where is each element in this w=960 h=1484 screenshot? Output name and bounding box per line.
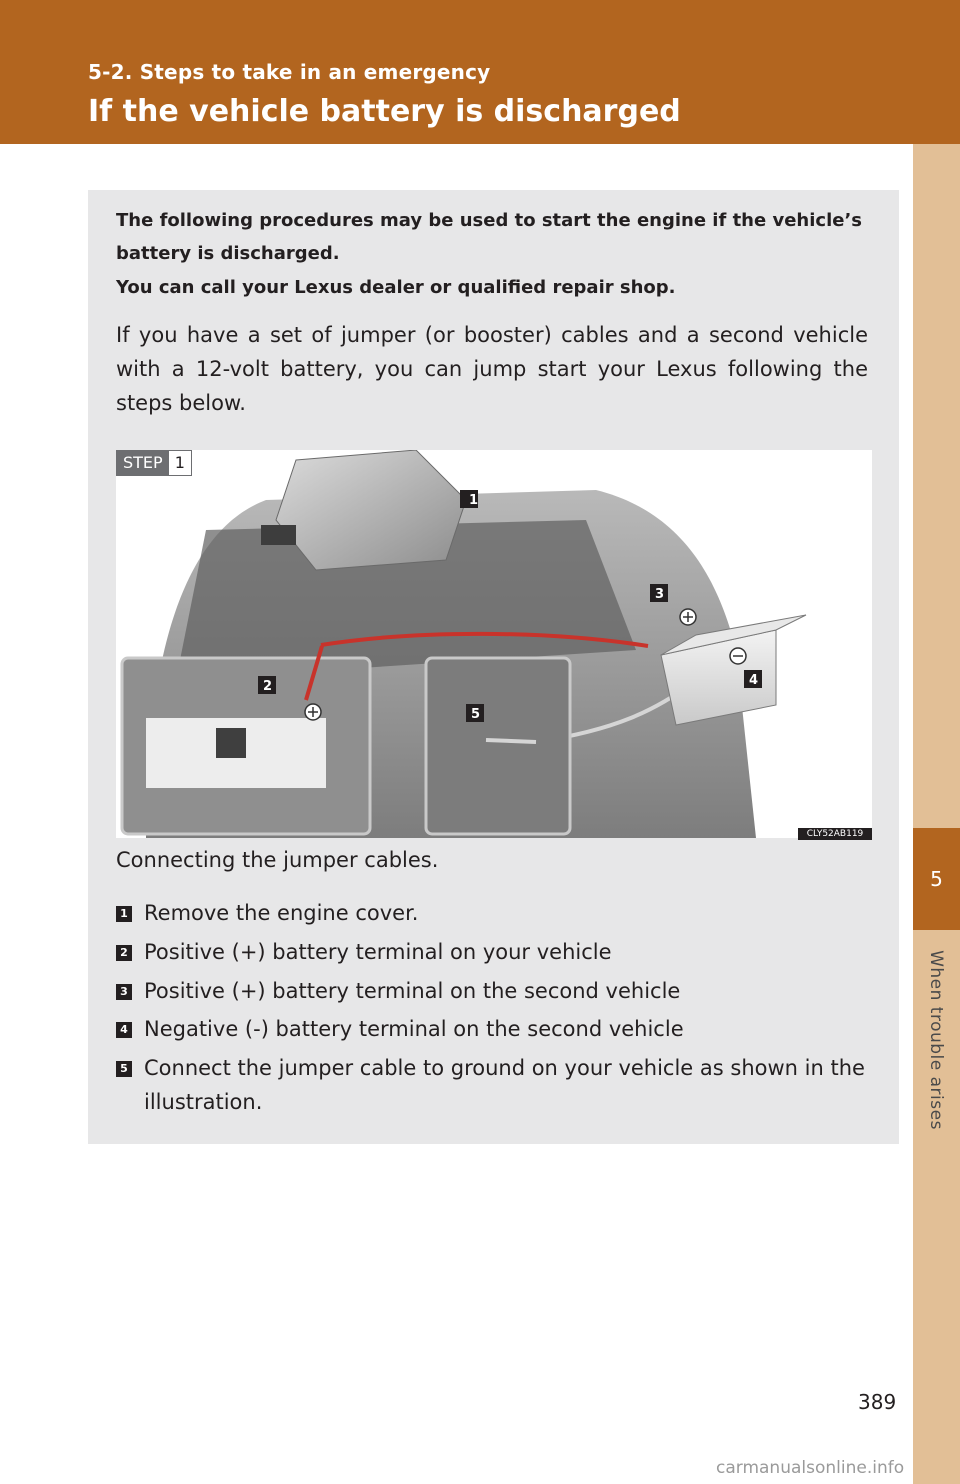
- callout-5-label: 5: [471, 707, 481, 722]
- list-marker: 5: [116, 1061, 132, 1077]
- step-number: 1: [169, 451, 191, 475]
- list-item-text: Positive (+) battery terminal on your vehicle: [144, 940, 612, 964]
- chapter-tab[interactable]: [913, 828, 960, 930]
- inset-ground-clamp: [486, 740, 536, 742]
- list-item: [116, 896, 868, 930]
- bracket-shape: [261, 525, 296, 545]
- list-marker: 1: [116, 906, 132, 922]
- page-number: 389: [858, 1390, 897, 1414]
- inset-battery-cap: [216, 728, 246, 758]
- list-item: [116, 935, 868, 969]
- callout-2-label: 2: [263, 679, 273, 694]
- chapter-number: 5: [930, 867, 943, 891]
- intro-bold-line: The following procedures may be used to start the engine if the vehicle’s battery is discharged.: [116, 210, 862, 264]
- list-marker: 4: [116, 1022, 132, 1038]
- engine-cover-shape: [276, 450, 466, 570]
- callout-1-label: 1: [469, 493, 479, 508]
- illustration-drawing: [116, 450, 872, 838]
- figure-code: CLY52AB119: [798, 828, 872, 840]
- chapter-side-strip: [913, 144, 960, 1484]
- header-bar: [0, 0, 960, 144]
- list-item: [116, 1051, 868, 1119]
- list-item-text: Positive (+) battery terminal on the second vehicle: [144, 979, 681, 1003]
- list-item-text: Connect the jumper cable to ground on your vehicle as shown in the illustration.: [144, 1056, 865, 1114]
- chapter-label: When trouble arises: [926, 950, 946, 1130]
- callout-3-label: 3: [655, 587, 665, 602]
- list-marker: 2: [116, 945, 132, 961]
- intro-bold-line: You can call your Lexus dealer or qualified repair shop.: [116, 277, 676, 298]
- step-badge: [116, 450, 192, 476]
- list-item-text: Negative (-) battery terminal on the second vehicle: [144, 1017, 684, 1041]
- list-item-text: Remove the engine cover.: [144, 901, 419, 925]
- watermark-link[interactable]: carmanualsonline.info: [716, 1458, 905, 1478]
- engine-bay-illustration: [116, 450, 872, 838]
- list-item: [116, 1012, 868, 1046]
- step-label: STEP: [117, 451, 169, 475]
- figure-caption: Connecting the jumper cables.: [116, 848, 439, 872]
- list-item: [116, 974, 868, 1008]
- callout-4-label: 4: [749, 673, 759, 688]
- section-title: 5-2. Steps to take in an emergency: [88, 60, 491, 84]
- list-marker: 3: [116, 984, 132, 1000]
- page-title: If the vehicle battery is discharged: [88, 94, 681, 129]
- inset-ground-point: [426, 658, 570, 834]
- intro-paragraph: If you have a set of jumper (or booster) cables and a second vehicle with a 12-volt battery, you can jump start your Lexus following the steps below.: [116, 323, 868, 415]
